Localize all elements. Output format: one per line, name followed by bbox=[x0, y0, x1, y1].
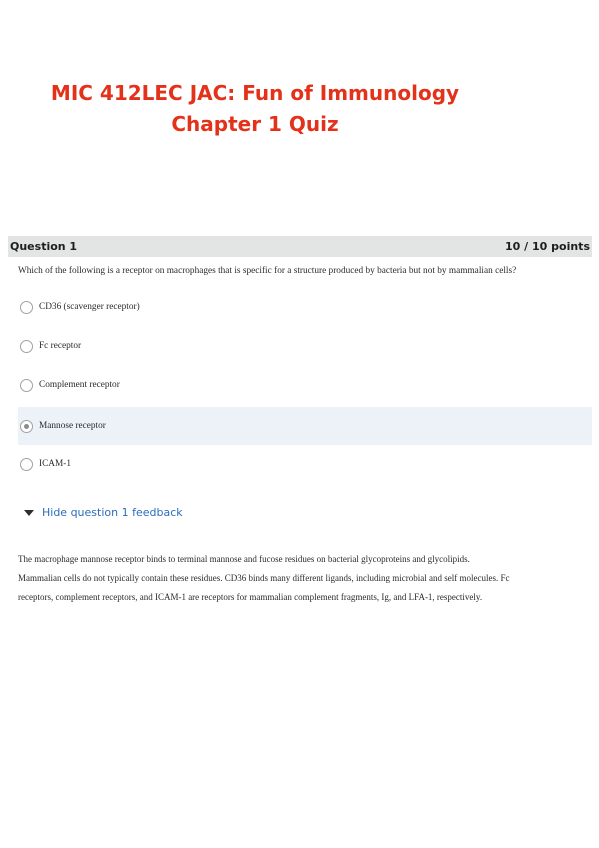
feedback-text bbox=[18, 550, 593, 607]
caret-down-icon[interactable] bbox=[24, 510, 34, 516]
radio-button[interactable] bbox=[20, 379, 33, 392]
answer-option[interactable] bbox=[18, 445, 592, 483]
question-score: 10 / 10 points bbox=[505, 240, 590, 253]
question-text: Which of the following is a receptor on macrophages that is specific for a structure produced by bacteria but not by mammalian cells? bbox=[18, 266, 517, 276]
answer-option-label: Fc receptor bbox=[39, 341, 82, 351]
answer-option[interactable] bbox=[18, 366, 592, 404]
answer-option-label: Mannose receptor bbox=[39, 421, 106, 431]
radio-button[interactable] bbox=[20, 340, 33, 353]
answer-option[interactable] bbox=[18, 327, 592, 365]
hide-feedback-link[interactable]: Hide question 1 feedback bbox=[42, 506, 183, 519]
question-header bbox=[8, 236, 592, 257]
document-title bbox=[0, 78, 510, 140]
answer-option-label: ICAM-1 bbox=[39, 459, 72, 469]
radio-button[interactable] bbox=[20, 458, 33, 471]
radio-button[interactable] bbox=[20, 301, 33, 314]
answer-option-label: CD36 (scavenger receptor) bbox=[39, 302, 140, 312]
radio-button-checked[interactable] bbox=[20, 420, 33, 433]
document-title-line-1: MIC 412LEC JAC: Fun of Immunology bbox=[50, 81, 460, 105]
feedback-line: receptors, complement receptors, and ICAM-1 are receptors for mammalian complement fragments, Ig, and LFA-1, respectively. bbox=[18, 592, 483, 602]
hide-feedback-toggle[interactable] bbox=[24, 506, 183, 519]
feedback-line: Mammalian cells do not typically contain these residues. CD36 binds many different ligands, including microbial and self molecules. Fc bbox=[18, 573, 510, 583]
feedback-line: The macrophage mannose receptor binds to terminal mannose and fucose residues on bacterial glycoproteins and glycolipids. bbox=[18, 554, 470, 564]
question-label: Question 1 bbox=[10, 240, 78, 253]
answer-option-label: Complement receptor bbox=[39, 380, 120, 390]
answer-option-selected[interactable] bbox=[18, 407, 592, 445]
answer-option[interactable] bbox=[18, 288, 592, 326]
document-title-line-2: Chapter 1 Quiz bbox=[171, 112, 339, 136]
